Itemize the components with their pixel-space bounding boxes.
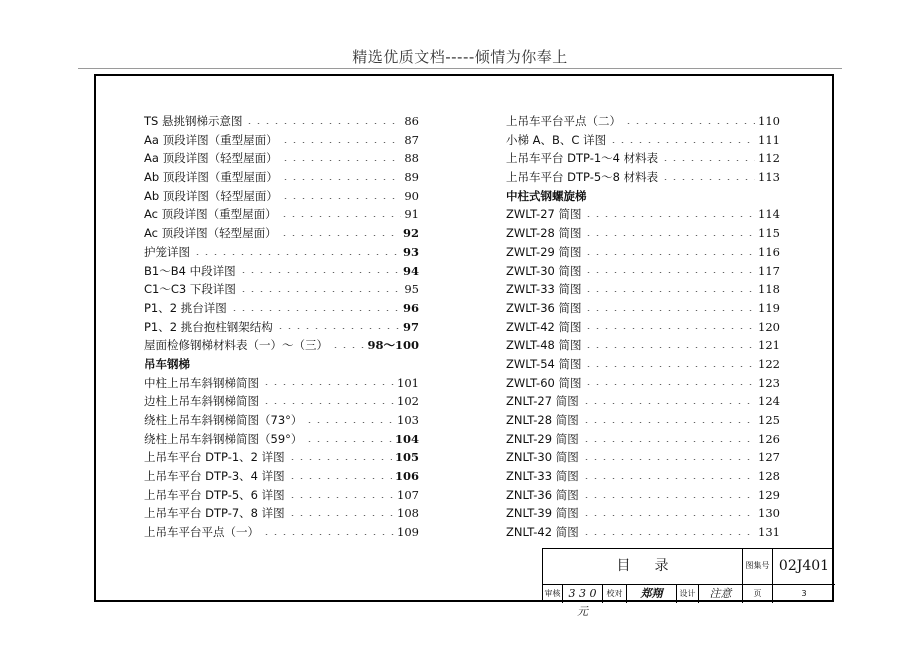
title-block-title: 目录 [543, 549, 743, 585]
toc-leader-dots [584, 310, 755, 311]
toc-leader-dots [281, 198, 402, 199]
toc-entry [506, 262, 780, 281]
toc-entry-title: ZWLT-30 简图 [506, 263, 582, 278]
toc-leader-dots [305, 441, 392, 442]
toc-leader-dots [584, 291, 755, 292]
toc-entry [144, 280, 419, 299]
toc-entry [144, 224, 419, 243]
toc-entry-title: 上吊车平台平点（二） [506, 114, 621, 128]
toc-entry [144, 131, 419, 150]
toc-page-number: 102 [397, 394, 419, 409]
toc-leader-dots [288, 497, 394, 498]
toc-entry [506, 112, 780, 131]
toc-page-number: 111 [758, 132, 780, 147]
toc-entry-title: ZNLT-30 简图 [506, 450, 579, 465]
toc-entry [144, 467, 419, 486]
toc-leader-dots [280, 235, 400, 236]
toc-entry-title: 绕柱上吊车斜钢梯简图（59°） [144, 431, 303, 446]
toc-entry [144, 187, 419, 206]
toc-page-number: 128 [758, 469, 780, 484]
toc-page-number: 86 [404, 114, 419, 128]
toc-entry-title: Aa 顶段详图（轻型屋面） [144, 151, 278, 166]
toc-left-column [144, 112, 419, 542]
toc-page-number: 110 [758, 114, 780, 128]
check-label: 校对 [603, 585, 627, 603]
toc-section-title: 中柱式钢螺旋梯 [506, 188, 587, 203]
toc-page-number: 125 [758, 413, 780, 427]
toc-leader-dots [262, 534, 394, 535]
toc-entry-title: B1～B4 中段详图 [144, 263, 236, 278]
toc-page-number: 118 [758, 282, 780, 297]
title-block [542, 548, 834, 618]
toc-page-number: 113 [758, 170, 780, 185]
toc-entry-title: 上吊车平台 DTP-7、8 详图 [144, 506, 285, 521]
toc-leader-dots [582, 534, 755, 535]
toc-leader-dots [239, 272, 400, 273]
check-signature: 郑翔 [627, 585, 677, 603]
toc-leader-dots [584, 235, 755, 236]
toc-entry-title: 小梯 A、B、C 详图 [506, 132, 607, 147]
toc-page-number: 105 [394, 450, 419, 465]
header-divider [78, 68, 842, 69]
toc-page-number: 129 [758, 487, 780, 502]
toc-entry [144, 262, 419, 281]
toc-entry [144, 205, 419, 224]
toc-entry [144, 486, 419, 505]
toc-page-number: 92 [402, 226, 419, 241]
toc-page-number: 103 [397, 413, 419, 427]
toc-page-number: 89 [404, 170, 419, 185]
toc-entry [506, 149, 780, 168]
toc-entry [506, 205, 780, 224]
toc-page-number: 97 [402, 319, 419, 334]
toc-page-number: 96 [402, 300, 419, 315]
toc-right-column [506, 112, 780, 542]
toc-leader-dots [582, 515, 755, 516]
toc-leader-dots [288, 515, 394, 516]
toc-page-number: 104 [394, 431, 419, 446]
toc-page-number: 90 [404, 188, 419, 203]
toc-page-number: 124 [758, 394, 780, 409]
toc-page-number: 115 [758, 226, 780, 241]
toc-leader-dots [584, 216, 755, 217]
toc-section-heading [144, 355, 419, 374]
toc-page-number: 93 [402, 244, 419, 259]
toc-entry-title: 上吊车平台 DTP-5、6 详图 [144, 487, 285, 502]
toc-entry-title: 中柱上吊车斜钢梯简图 [144, 375, 259, 390]
atlas-number: 02J401 [773, 549, 835, 585]
toc-leader-dots [276, 328, 400, 329]
toc-leader-dots [582, 422, 755, 423]
toc-entry [506, 467, 780, 486]
toc-entry [144, 168, 419, 187]
toc-leader-dots [305, 422, 394, 423]
toc-leader-dots [288, 478, 392, 479]
toc-leader-dots [281, 142, 402, 143]
toc-page-number: 116 [758, 244, 780, 259]
toc-entry-title: Ac 顶段详图（轻型屋面） [144, 226, 277, 241]
toc-entry [144, 392, 419, 411]
atlas-number-label: 图集号 [743, 549, 773, 585]
toc-entry-title: 上吊车平台 DTP-5～8 材料表 [506, 170, 659, 185]
toc-leader-dots [280, 216, 402, 217]
toc-leader-dots [584, 384, 755, 385]
toc-entry-title: 边柱上吊车斜钢梯简图 [144, 394, 259, 409]
toc-entry-title: ZNLT-27 简图 [506, 394, 579, 409]
toc-entry [506, 374, 780, 393]
toc-page-number: 109 [397, 525, 419, 540]
toc-leader-dots [624, 123, 755, 124]
design-label: 设计 [677, 585, 699, 603]
toc-entry [144, 336, 419, 355]
toc-entry [506, 299, 780, 318]
toc-entry [506, 243, 780, 262]
toc-leader-dots [609, 142, 755, 143]
toc-leader-dots [281, 160, 402, 161]
toc-entry [506, 318, 780, 337]
toc-leader-dots [582, 478, 755, 479]
toc-page-number: 120 [758, 319, 780, 334]
toc-page-number: 117 [758, 263, 780, 278]
toc-page-number: 112 [758, 151, 780, 166]
toc-leader-dots [661, 160, 755, 161]
toc-leader-dots [584, 328, 755, 329]
toc-entry-title: 屋面检修钢梯材料表（一）～（三） [144, 338, 328, 353]
toc-leader-dots [582, 497, 755, 498]
toc-entry [506, 504, 780, 523]
toc-entry-title: ZNLT-33 简图 [506, 469, 579, 484]
toc-entry-title: P1、2 挑台抱柱钢架结构 [144, 319, 273, 334]
toc-entry [144, 411, 419, 430]
toc-leader-dots [584, 347, 755, 348]
toc-leader-dots [331, 347, 364, 348]
toc-entry-title: ZNLT-42 简图 [506, 525, 579, 540]
toc-entry-title: ZNLT-29 简图 [506, 431, 579, 446]
toc-leader-dots [262, 403, 394, 404]
toc-entry [506, 523, 780, 542]
toc-page-number: 87 [404, 132, 419, 147]
toc-entry-title: ZWLT-27 简图 [506, 207, 582, 222]
toc-entry [506, 168, 780, 187]
toc-entry [506, 355, 780, 374]
toc-entry-title: ZWLT-29 简图 [506, 244, 582, 259]
toc-entry [144, 523, 419, 542]
toc-leader-dots [584, 366, 755, 367]
toc-entry-title: C1～C3 下段详图 [144, 282, 236, 297]
toc-leader-dots [582, 403, 755, 404]
toc-leader-dots [582, 459, 755, 460]
toc-page-number: 98～100 [367, 338, 419, 353]
toc-page-number: 114 [758, 207, 780, 222]
toc-leader-dots [230, 310, 400, 311]
toc-entry-title: 上吊车平台平点（一） [144, 525, 259, 540]
toc-page-number: 91 [404, 207, 419, 222]
page-label: 页 [743, 585, 773, 603]
toc-entry-title: ZNLT-39 简图 [506, 506, 579, 521]
toc-entry [506, 411, 780, 430]
toc-leader-dots [584, 254, 755, 255]
toc-section-title: 吊车钢梯 [144, 356, 190, 371]
toc-page-number: 122 [758, 356, 780, 371]
toc-entry-title: Aa 顶段详图（重型屋面） [144, 132, 278, 147]
toc-page-number: 127 [758, 450, 780, 465]
signature-row [543, 585, 835, 618]
toc-entry [144, 374, 419, 393]
toc-entry-title: TS 悬挑钢梯示意图 [144, 114, 243, 128]
toc-entry-title: ZWLT-60 简图 [506, 375, 582, 390]
toc-entry [506, 131, 780, 150]
toc-page-number: 119 [758, 300, 780, 315]
toc-section-heading [506, 187, 780, 206]
toc-entry [506, 486, 780, 505]
review-label: 审核 [543, 585, 563, 603]
toc-page-number: 95 [404, 282, 419, 297]
toc-entry-title: ZNLT-36 简图 [506, 487, 579, 502]
toc-entry [506, 280, 780, 299]
toc-leader-dots [288, 459, 392, 460]
toc-entry-title: 护笼详图 [144, 244, 190, 259]
toc-leader-dots [281, 179, 402, 180]
design-signature: 注意 [699, 585, 743, 603]
toc-page-number: 121 [758, 338, 780, 353]
toc-entry-title: 上吊车平台 DTP-3、4 详图 [144, 469, 285, 484]
document-header-title: 精选优质文档-----倾情为你奉上 [352, 48, 568, 66]
toc-page-number: 106 [394, 469, 419, 484]
toc-entry [506, 336, 780, 355]
toc-entry-title: ZNLT-28 简图 [506, 413, 579, 427]
toc-entry-title: ZWLT-54 简图 [506, 356, 582, 371]
toc-page-number: 107 [397, 487, 419, 502]
toc-entry-title: ZWLT-28 简图 [506, 226, 582, 241]
page-number: 3 [801, 589, 807, 598]
toc-leader-dots [582, 441, 755, 442]
toc-page-number: 108 [397, 506, 419, 521]
toc-entry-title: 上吊车平台 DTP-1～4 材料表 [506, 151, 659, 166]
toc-leader-dots [193, 254, 400, 255]
toc-page-number: 94 [402, 263, 419, 278]
toc-entry [144, 243, 419, 262]
toc-entry-title: 绕柱上吊车斜钢梯简图（73°） [144, 413, 303, 427]
toc-entry [144, 318, 419, 337]
toc-page-number: 123 [758, 375, 780, 390]
toc-entry [144, 149, 419, 168]
toc-entry [144, 430, 419, 449]
toc-page-number: 131 [758, 525, 780, 540]
toc-entry [506, 392, 780, 411]
toc-entry [506, 224, 780, 243]
toc-entry [144, 448, 419, 467]
toc-entry [144, 504, 419, 523]
toc-leader-dots [584, 272, 755, 273]
toc-page-number: 130 [758, 506, 780, 521]
toc-entry-title: P1、2 挑台详图 [144, 300, 227, 315]
toc-entry-title: ZWLT-33 简图 [506, 282, 582, 297]
toc-leader-dots [245, 123, 401, 124]
toc-page-number: 126 [758, 431, 780, 446]
review-signature: 3 3 0 元 [563, 585, 603, 603]
toc-entry-title: Ab 顶段详图（重型屋面） [144, 170, 278, 185]
toc-entry-title: Ac 顶段详图（重型屋面） [144, 207, 277, 222]
toc-entry-title: ZWLT-42 简图 [506, 319, 582, 334]
toc-entry [144, 112, 419, 131]
toc-entry-title: Ab 顶段详图（轻型屋面） [144, 188, 278, 203]
toc-leader-dots [239, 291, 402, 292]
toc-entry-title: ZWLT-36 简图 [506, 300, 582, 315]
toc-entry [506, 430, 780, 449]
toc-page-number: 88 [404, 151, 419, 166]
toc-entry-title: 上吊车平台 DTP-1、2 详图 [144, 450, 285, 465]
toc-page-number: 101 [397, 375, 419, 390]
toc-entry [506, 448, 780, 467]
toc-entry-title: ZWLT-48 简图 [506, 338, 582, 353]
toc-leader-dots [262, 384, 394, 385]
toc-leader-dots [661, 179, 755, 180]
toc-entry [144, 299, 419, 318]
